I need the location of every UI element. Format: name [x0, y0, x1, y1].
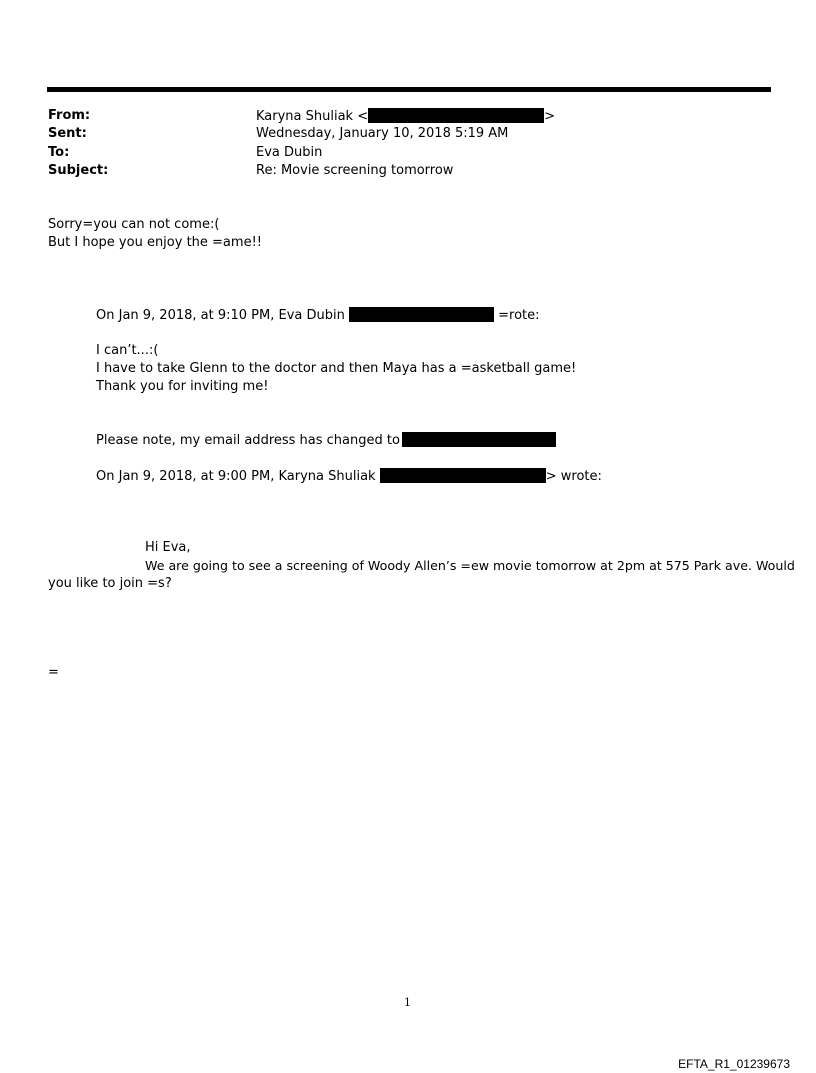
- quote2-intro: [96, 468, 602, 484]
- quote1-intro-suffix: =rote:: [498, 308, 540, 323]
- quote2-intro-text: On Jan 9, 2018, at 9:00 PM, Karyna Shuliak: [96, 469, 376, 484]
- quote1-line-2: I have to take Glenn to the doctor and then Maya has a =asketball game!: [96, 361, 577, 376]
- redaction-box: [368, 108, 544, 123]
- sent-value: Wednesday, January 10, 2018 5:19 AM: [256, 126, 509, 141]
- to-label: To:: [48, 145, 70, 160]
- from-value-suffix: >: [544, 109, 556, 124]
- notice-text: Please note, my email address has changed to: [96, 433, 400, 448]
- sent-label: Sent:: [48, 126, 87, 141]
- subject-value: Re: Movie screening tomorrow: [256, 163, 454, 178]
- email-change-notice: [96, 432, 556, 448]
- body-line-2: But I hope you enjoy the =ame!!: [48, 235, 262, 250]
- from-label: From:: [48, 108, 91, 123]
- quote2-line-1: We are going to see a screening of Woody Allen’s =ew movie tomorrow at 2pm at 575 Park ave. Would: [145, 558, 795, 573]
- quote1-intro-text: On Jan 9, 2018, at 9:10 PM, Eva Dubin: [96, 308, 345, 323]
- trailing-equals: =: [48, 665, 59, 680]
- quote2-greeting: Hi Eva,: [145, 540, 191, 555]
- redaction-box: [349, 307, 494, 322]
- header-rule: [47, 87, 771, 92]
- to-value: Eva Dubin: [256, 145, 323, 160]
- subject-label: Subject:: [48, 163, 109, 178]
- from-name: Karyna Shuliak <: [256, 109, 369, 124]
- quote1-line-3: Thank you for inviting me!: [96, 379, 269, 394]
- redaction-box: [380, 468, 546, 483]
- quote2-line-2: you like to join =s?: [48, 576, 172, 591]
- bates-number: EFTA_R1_01239673: [678, 1057, 790, 1071]
- page-number: 1: [404, 996, 411, 1009]
- quote2-intro-suffix: > wrote:: [545, 469, 602, 484]
- quote1-line-1: I can’t...:(: [96, 343, 159, 358]
- from-value: [256, 108, 555, 124]
- quote1-intro: [96, 307, 540, 323]
- redaction-box: [402, 432, 556, 447]
- body-line-1: Sorry=you can not come:(: [48, 217, 220, 232]
